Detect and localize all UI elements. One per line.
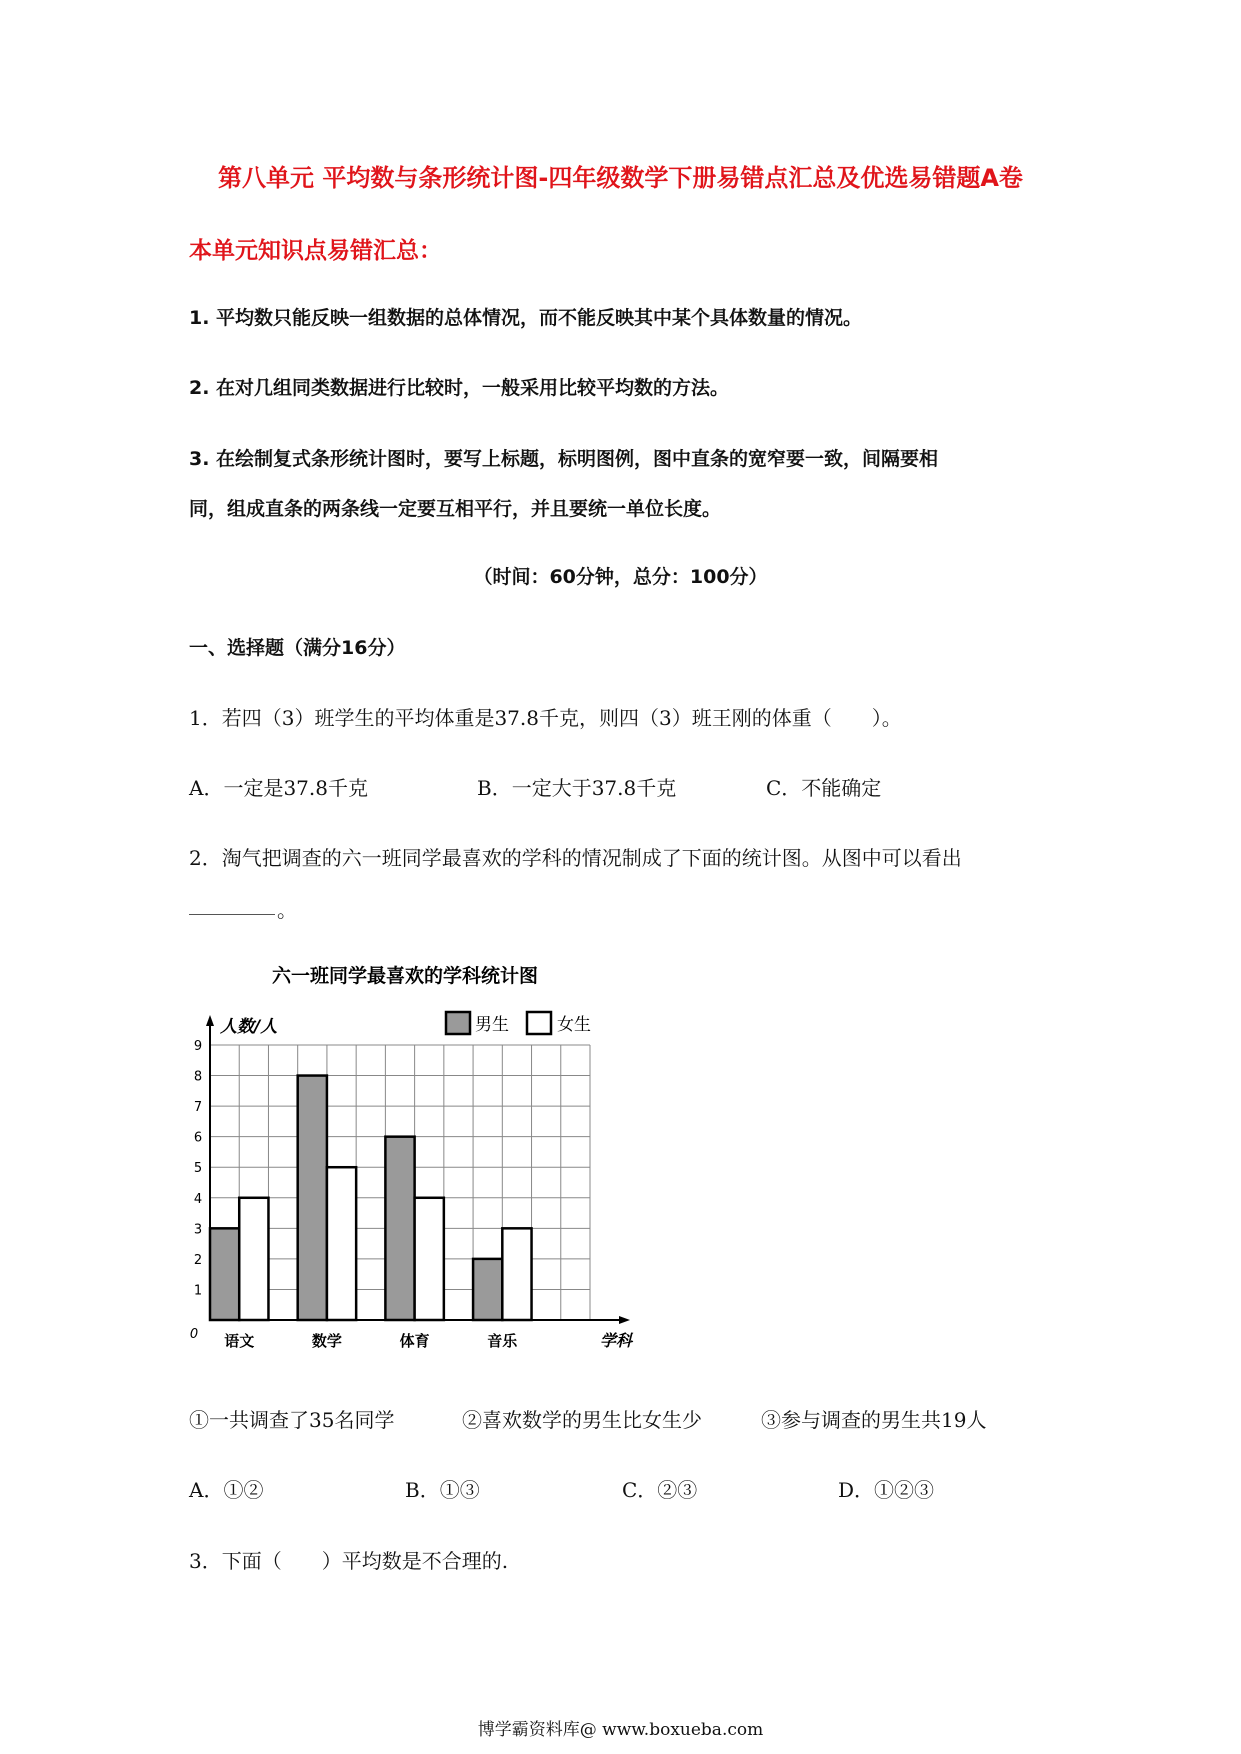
- q1-option-c: C．不能确定: [766, 776, 882, 800]
- question-1: 1．若四（3）班学生的平均体重是37.8千克，则四（3）班王刚的体重（ ）。: [189, 706, 902, 730]
- y-tick-label: 9: [193, 1039, 203, 1054]
- bar: [502, 1228, 531, 1320]
- y-tick-label: 0: [190, 1327, 199, 1342]
- point-3-cont: 同，组成直条的两条线一定要互相平行，并且要统一单位长度。: [189, 498, 722, 520]
- x-tick-label: 体育: [399, 1332, 430, 1350]
- section-heading: 一、选择题（满分16分）: [189, 637, 406, 659]
- legend-swatch-girls: [527, 1012, 551, 1034]
- legend-swatch-boys: [446, 1012, 470, 1034]
- chart-title: 六一班同学最喜欢的学科统计图: [271, 965, 539, 987]
- y-tick-label: 7: [193, 1100, 203, 1116]
- bar: [298, 1076, 327, 1320]
- statement-2: ②喜欢数学的男生比女生少: [462, 1408, 702, 1432]
- legend-label-boys: 男生: [475, 1015, 509, 1035]
- blank-end: 。: [277, 898, 297, 922]
- time-info: （时间：60分钟，总分：100分）: [473, 566, 768, 588]
- answer-blank[interactable]: [189, 900, 275, 915]
- q1-option-a: A．一定是37.8千克: [189, 776, 368, 800]
- summary-heading: 本单元知识点易错汇总：: [189, 238, 442, 264]
- bar: [239, 1198, 268, 1320]
- y-tick-labels: [190, 1039, 202, 1342]
- x-axis-arrow: [619, 1316, 630, 1324]
- point-3: 3. 在绘制复式条形统计图时，要写上标题，标明图例，图中直条的宽窄要一致，间隔要相: [189, 448, 939, 470]
- x-tick-label: 数学: [311, 1332, 342, 1350]
- question-3: 3．下面（ ）平均数是不合理的.: [189, 1549, 509, 1573]
- q1-option-b: B．一定大于37.8千克: [477, 776, 677, 800]
- x-tick-label: 音乐: [487, 1332, 518, 1350]
- bar: [210, 1228, 239, 1320]
- footer: 博学霸资料库@ www.boxueba.com: [477, 1720, 764, 1740]
- point-2: 2. 在对几组同类数据进行比较时，一般采用比较平均数的方法。: [189, 377, 730, 399]
- q2-option-b: B．①③: [405, 1478, 480, 1502]
- bar: [415, 1198, 444, 1320]
- x-axis-label: 学科: [600, 1331, 633, 1350]
- legend-label-girls: 女生: [557, 1015, 591, 1035]
- question-2: 2．淘气把调查的六一班同学最喜欢的学科的情况制成了下面的统计图。从图中可以看出: [189, 846, 962, 870]
- bar: [327, 1167, 356, 1320]
- q2-option-a: A．①②: [189, 1478, 264, 1502]
- x-tick-label: 语文: [224, 1332, 255, 1350]
- y-axis-arrow: [206, 1015, 214, 1026]
- y-tick-label: 4: [193, 1191, 203, 1207]
- bar-chart: [190, 960, 670, 1370]
- q2-option-c: C．②③: [622, 1478, 698, 1502]
- y-axis-label: 人数/人: [220, 1017, 278, 1037]
- y-tick-label: 6: [193, 1130, 203, 1146]
- q2-option-d: D．①②③: [838, 1478, 935, 1502]
- x-tick-labels: [224, 1332, 518, 1350]
- y-tick-label: 5: [193, 1161, 203, 1177]
- doc-title: 第八单元 平均数与条形统计图-四年级数学下册易错点汇总及优选易错题A卷: [218, 164, 1023, 192]
- statement-3: ③参与调查的男生共19人: [761, 1408, 987, 1432]
- y-tick-label: 2: [193, 1252, 203, 1268]
- y-tick-label: 8: [193, 1069, 203, 1085]
- statement-1: ①一共调查了35名同学: [189, 1408, 395, 1432]
- point-1: 1. 平均数只能反映一组数据的总体情况，而不能反映其中某个具体数量的情况。: [189, 307, 863, 329]
- bar: [385, 1137, 414, 1320]
- y-tick-label: 3: [193, 1222, 203, 1238]
- y-tick-label: 1: [193, 1283, 203, 1299]
- bar: [473, 1259, 502, 1320]
